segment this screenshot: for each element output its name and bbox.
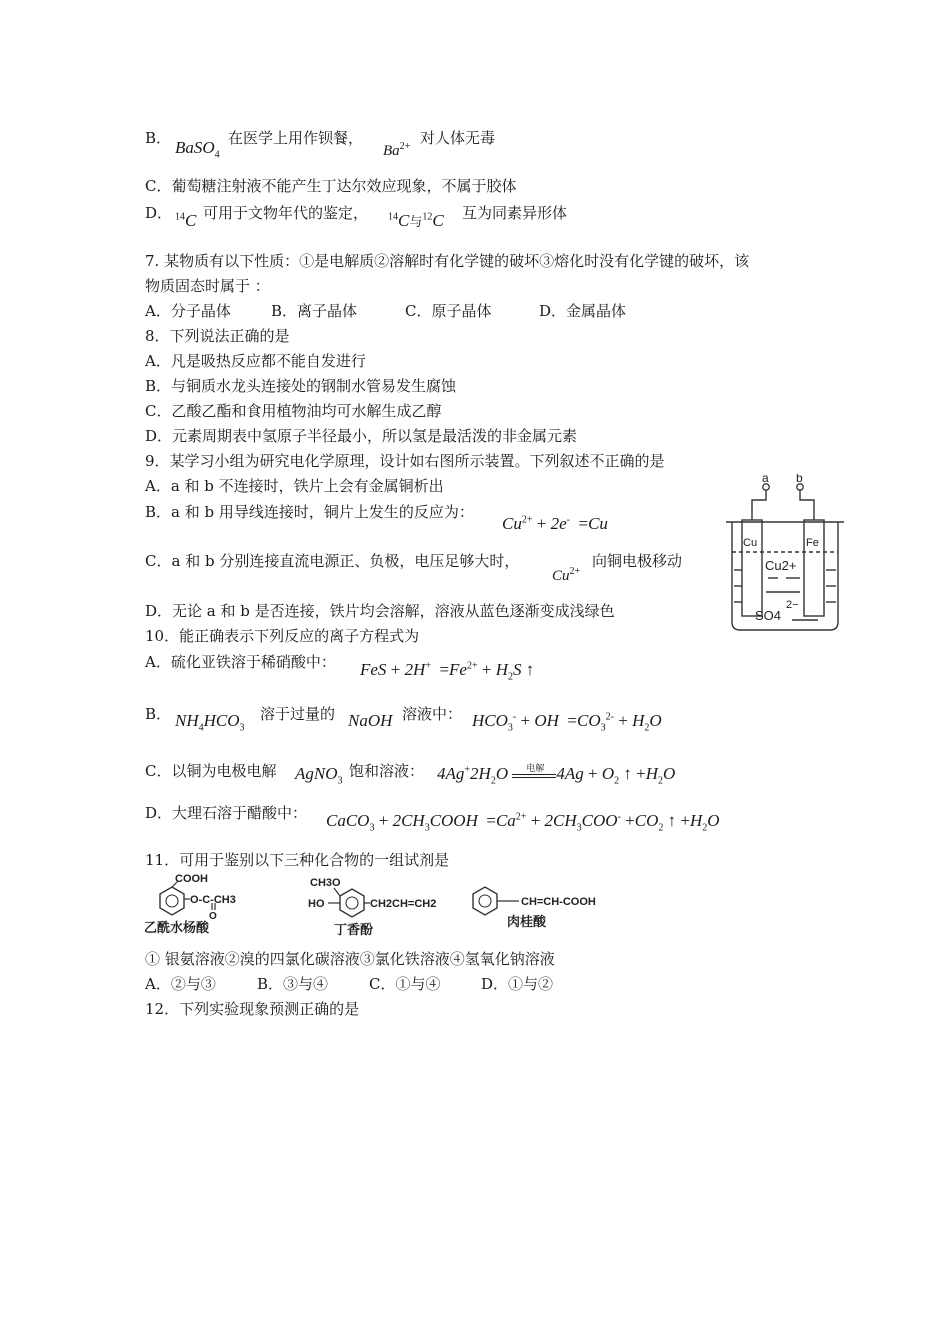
q8-stem: 8．下列说法正确的是 bbox=[145, 327, 290, 345]
label-fe: Fe bbox=[806, 537, 819, 549]
formula-cu-reduction: $Cu^{2+} + 2e^- =Cu$ bbox=[502, 514, 608, 533]
q10-stem: 10．能正确表示下列反应的离子方程式为 bbox=[145, 627, 420, 645]
group-ester: O-C-CH3 bbox=[190, 894, 236, 906]
wire-b bbox=[800, 490, 814, 520]
wire-a bbox=[752, 490, 766, 520]
q8-option-b: B．与铜质水龙头连接处的钢制水管易发生腐蚀 bbox=[145, 377, 457, 395]
q8-option-c: C．乙酸乙酯和食用植物油均可水解生成乙醇 bbox=[145, 402, 442, 420]
formula-14c: $^{14}$C bbox=[175, 211, 197, 230]
cinnamic-acid-structure bbox=[465, 876, 625, 932]
q11-option-d: D．①与② bbox=[481, 975, 554, 993]
formula-naoh: NaOH bbox=[348, 711, 393, 730]
q6-option-c: C．葡萄糖注射液不能产生丁达尔效应现象，不属于胶体 bbox=[145, 177, 517, 195]
formula-baso4: BaSO$_4$ bbox=[175, 138, 220, 161]
q10-b-text2: 溶液中： bbox=[402, 705, 463, 723]
q6-b-text1: 在医学上用作钡餐， bbox=[228, 129, 364, 147]
q7-options bbox=[145, 301, 626, 321]
aspirin-structure bbox=[140, 872, 260, 934]
q9-stem: 9．某学习小组为研究电化学原理，设计如右图所示装置。下列叙述不正确的是 bbox=[145, 452, 665, 470]
fe-electrode bbox=[804, 520, 824, 616]
q11-reagents: ① 银氨溶液②溴的四氯化碳溶液③氯化铁溶液④氢氧化钠溶液 bbox=[145, 950, 555, 968]
q6-option-b: B． bbox=[145, 129, 172, 147]
group-ch3o: CH3O bbox=[310, 877, 341, 889]
group-allyl: CH2CH=CH2 bbox=[370, 898, 437, 910]
q9-option-c-tail: 向铜电极移动 bbox=[592, 552, 683, 570]
q9-option-a: A．a 和 b 不连接时，铁片上会有金属铜析出 bbox=[145, 477, 444, 495]
q11-option-a: A．②与③ bbox=[145, 975, 216, 993]
q11-option-b: B．③与④ bbox=[257, 975, 329, 993]
cu-electrode bbox=[742, 520, 762, 616]
formula-cu2plus: $Cu^{2+}$ bbox=[552, 566, 581, 584]
q8-option-d: D．元素周期表中氢原子半径最小，所以氢是最活泼的非金属元素 bbox=[145, 427, 578, 445]
q12-stem: 12．下列实验现象预测正确的是 bbox=[145, 1000, 360, 1018]
group-ester-o: O bbox=[209, 911, 217, 922]
q11-option-c: C．①与④ bbox=[369, 975, 441, 993]
q10-b-text1: 溶于过量的 bbox=[260, 705, 336, 723]
q11-options bbox=[145, 974, 553, 994]
label-cu-ion: Cu2+ bbox=[765, 558, 797, 573]
q7-option-c: C．原子晶体 bbox=[405, 302, 492, 320]
label-so4-charge: 2− bbox=[786, 599, 799, 611]
group-cinnamic: CH=CH-COOH bbox=[521, 896, 596, 908]
name-cinnamic-acid: 肉桂酸 bbox=[507, 914, 547, 929]
name-aspirin: 乙酰水杨酸 bbox=[144, 920, 210, 934]
formula-10d: CaCO$_3$ + $2CH_3COOH =Ca^{2+} + 2CH_3COO^- +CO_2$ ↑ $+H_2O$ bbox=[326, 811, 720, 834]
formula-14c-12c: $^{14}$C与$^{12}$C bbox=[388, 211, 444, 230]
q10-c-text: 饱和溶液： bbox=[349, 762, 425, 780]
eugenol-structure bbox=[300, 872, 460, 938]
formula-10b: $HCO_3^-$ + OH $=CO_3^{2-} + H_2O$ bbox=[472, 711, 662, 734]
formula-10a: FeS + $2H^+ =Fe^{2+} + H_2S$ ↑ bbox=[360, 660, 535, 683]
q6-d-text2: 互为同素异形体 bbox=[462, 204, 568, 222]
q7-option-d: D．金属晶体 bbox=[539, 302, 627, 320]
label-cu: Cu bbox=[743, 537, 758, 549]
formula-nh4hco3: $NH_4HCO_3$ bbox=[175, 711, 245, 734]
q7-option-a: A．分子晶体 bbox=[145, 302, 231, 320]
q7-option-b: B．离子晶体 bbox=[271, 302, 358, 320]
electrochemical-cell-diagram bbox=[722, 474, 848, 634]
q10-option-d: D．大理石溶于醋酸中： bbox=[145, 804, 308, 822]
q8-option-a: A．凡是吸热反应都不能自发进行 bbox=[145, 352, 366, 370]
q10-option-c-prefix: C．以铜为电极电解 bbox=[145, 762, 277, 780]
q6-b-text2: 对人体无毒 bbox=[420, 129, 496, 147]
formula-ba2plus: $Ba^{2+}$ bbox=[383, 141, 411, 159]
q6-d-text1: 可用于文物年代的鉴定， bbox=[203, 204, 369, 222]
q7-stem-line2: 物质固态时属于 ： bbox=[145, 277, 270, 295]
label-so4: SO4 bbox=[755, 608, 782, 623]
q10-option-b-prefix: B． bbox=[145, 705, 172, 723]
q7-stem-line1: 7. 某物质有以下性质：①是电解质②溶解时有化学键的破坏③熔化时没有化学键的破坏，该 bbox=[145, 252, 750, 270]
name-eugenol: 丁香酚 bbox=[334, 922, 374, 937]
q11-stem: 11．可用于鉴别以下三种化合物的一组试剂是 bbox=[145, 851, 450, 869]
q6-option-d-prefix: D． bbox=[145, 204, 173, 222]
q9-option-c: C．a 和 b 分别连接直流电源正、负极，电压足够大时， bbox=[145, 552, 520, 570]
q9-option-d: D．无论 a 和 b 是否连接，铁片均会溶解，溶液从蓝色逐渐变成浅绿色 bbox=[145, 602, 615, 620]
group-ho: HO bbox=[308, 898, 325, 910]
formula-10c: $4Ag^+2H_2O$ 电解 $4Ag + O_2$ ↑ $+H_2O$ bbox=[437, 763, 676, 787]
group-cooh: COOH bbox=[175, 873, 208, 885]
q9-option-b: B．a 和 b 用导线连接时，铜片上发生的反应为： bbox=[145, 503, 474, 521]
label-b: b bbox=[796, 474, 803, 485]
q10-option-a: A．硫化亚铁溶于稀硝酸中： bbox=[145, 653, 336, 671]
label-a: a bbox=[762, 474, 769, 485]
formula-agno3: AgNO$_3$ bbox=[295, 764, 343, 787]
